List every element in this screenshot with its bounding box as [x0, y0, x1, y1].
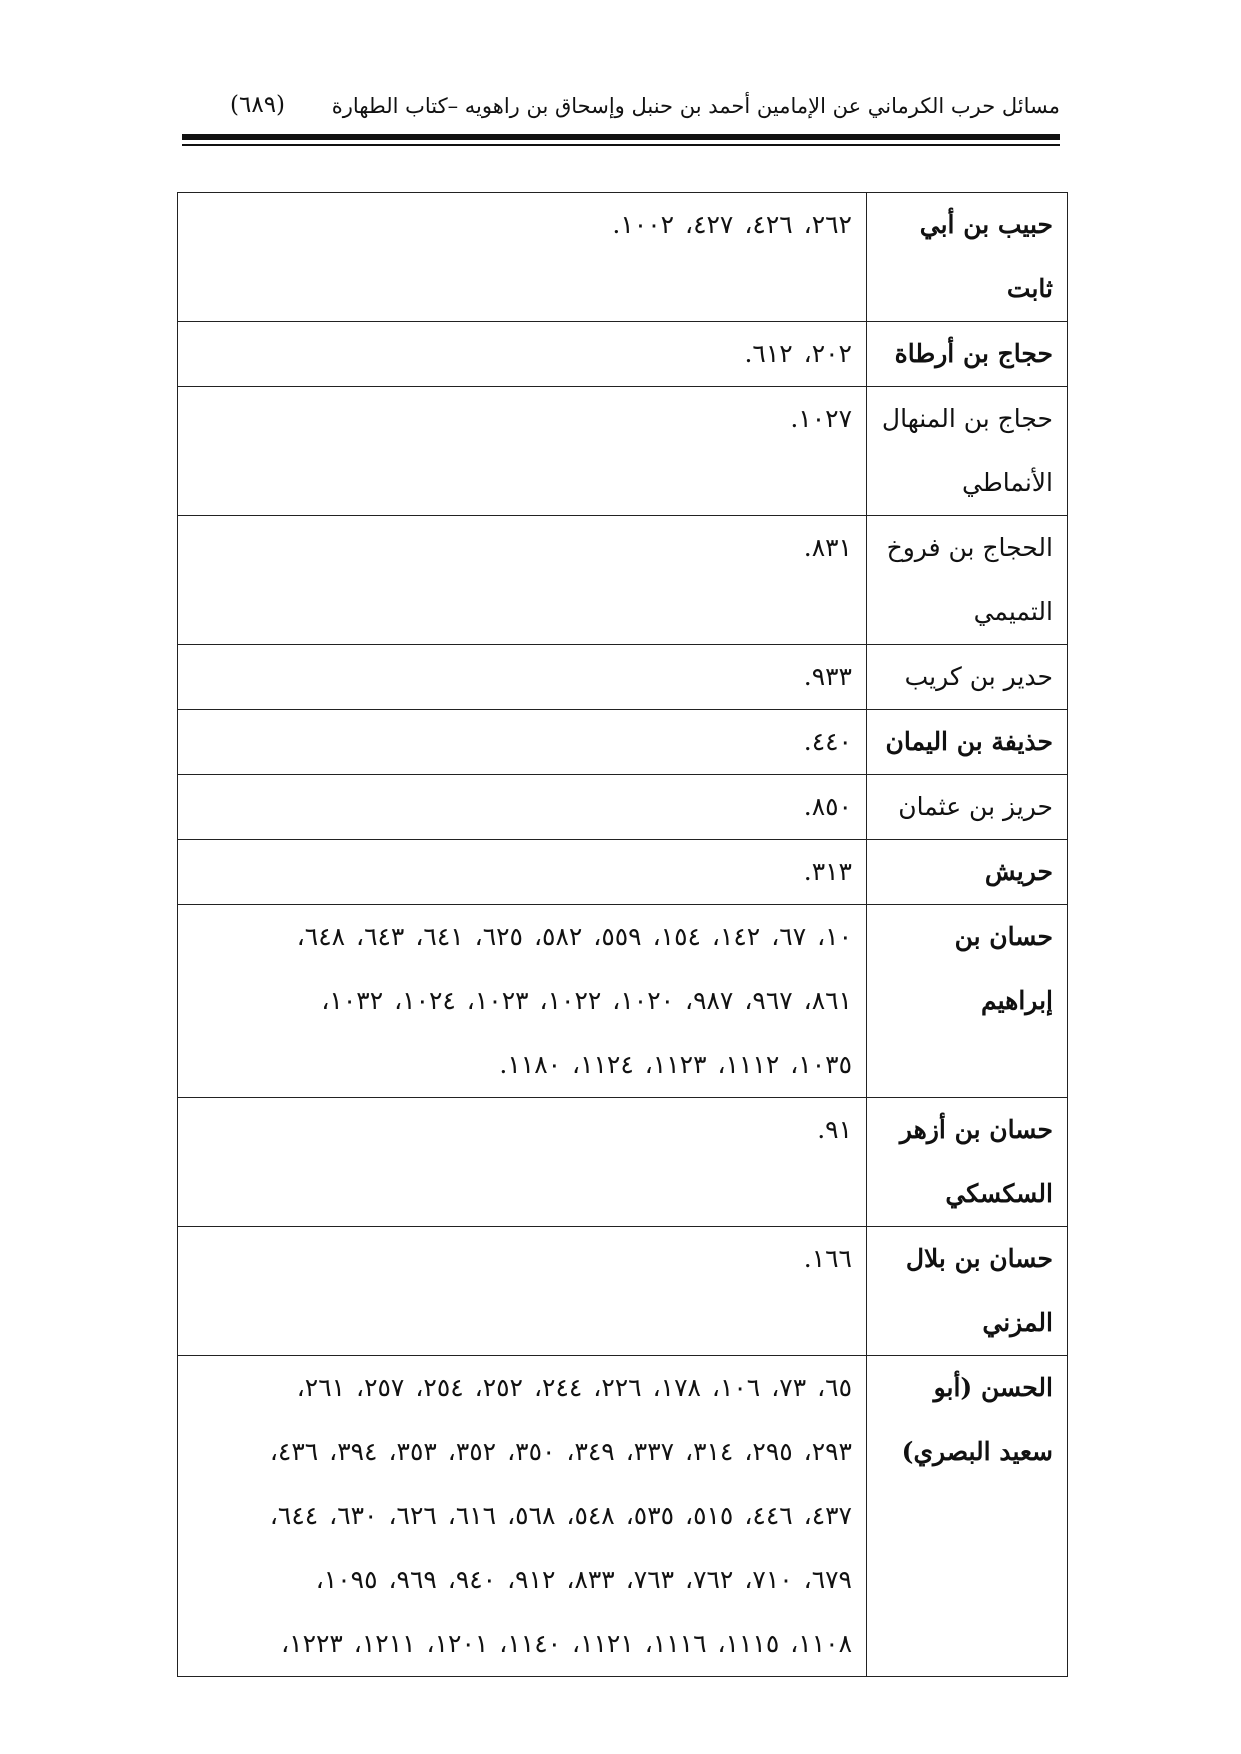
entry-references	[178, 516, 867, 645]
reference-line: ٢٦٢، ٤٢٦، ٤٢٧، ١٠٠٢.	[612, 210, 852, 239]
running-title: مسائل حرب الكرماني عن الإمامين أحمد بن حنبل وإسحاق بن راهويه –كتاب الطهارة	[331, 94, 1060, 118]
reference-line: ١٠٢٧.	[790, 404, 852, 433]
reference-line: ٤٣٧، ٤٤٦، ٥١٥، ٥٣٥، ٥٤٨، ٥٦٨، ٦١٦، ٦٢٦، ٦٣٠، ٦٤٤،	[269, 1501, 852, 1530]
entry-name: حسان بن بلال المزني	[867, 1227, 1068, 1356]
entry-name: الحجاج بن فروخ التميمي	[867, 516, 1068, 645]
reference-line: ١١٠٨، ١١١٥، ١١١٦، ١١٢١، ١١٤٠، ١٢٠١، ١٢١١، ١٢٢٣،	[281, 1629, 852, 1658]
entry-references	[178, 1098, 867, 1227]
header-rule-thin	[182, 144, 1060, 146]
entry-references	[178, 322, 867, 387]
reference-line: ١٠٣٥، ١١١٢، ١١٢٣، ١١٢٤، ١١٨٠.	[499, 1050, 852, 1079]
reference-line: ٨٦١، ٩٦٧، ٩٨٧، ١٠٢٠، ١٠٢٢، ١٠٢٣، ١٠٢٤، ١٠٣٢،	[321, 986, 852, 1015]
reference-line: ٣١٣.	[803, 857, 852, 886]
names-index-table	[177, 192, 1068, 1677]
entry-references	[178, 193, 867, 322]
reference-line: ١٦٦.	[803, 1244, 852, 1273]
entry-references	[178, 387, 867, 516]
reference-line: ٢٠٢، ٦١٢.	[744, 339, 852, 368]
reference-line: ٨٣١.	[803, 533, 852, 562]
entry-references	[178, 775, 867, 840]
reference-line: ٤٤٠.	[803, 727, 852, 756]
entry-references	[178, 1356, 867, 1677]
index-row	[178, 775, 1068, 840]
page-header	[182, 88, 1060, 138]
entry-name: حسان بن إبراهيم	[867, 905, 1068, 1098]
entry-name: الحسن (أبو سعيد البصري)	[867, 1356, 1068, 1677]
reference-line: ٩١.	[817, 1115, 852, 1144]
entry-name: حريش	[867, 840, 1068, 905]
reference-line: ٢٩٣، ٢٩٥، ٣١٤، ٣٣٧، ٣٤٩، ٣٥٠، ٣٥٢، ٣٥٣، ٣٩٤، ٤٣٦،	[269, 1437, 852, 1466]
page-number: (٦٨٩)	[230, 92, 286, 118]
index-row	[178, 840, 1068, 905]
index-row	[178, 710, 1068, 775]
index-row	[178, 1227, 1068, 1356]
index-row	[178, 516, 1068, 645]
entry-name: حسان بن أزهر السكسكي	[867, 1098, 1068, 1227]
header-rule-thick	[182, 134, 1060, 140]
entry-name: حدير بن كريب	[867, 645, 1068, 710]
reference-line: ١٠، ٦٧، ١٤٢، ١٥٤، ٥٥٩، ٥٨٢، ٦٢٥، ٦٤١، ٦٤٣، ٦٤٨،	[296, 922, 852, 951]
entry-name: حبيب بن أبي ثابت	[867, 193, 1068, 322]
reference-line: ٩٣٣.	[803, 662, 852, 691]
index-row	[178, 1356, 1068, 1677]
index-body	[178, 193, 1068, 1677]
entry-references	[178, 1227, 867, 1356]
entry-references	[178, 645, 867, 710]
entry-name: حريز بن عثمان	[867, 775, 1068, 840]
index-row	[178, 645, 1068, 710]
index-row	[178, 905, 1068, 1098]
entry-references	[178, 710, 867, 775]
entry-name: حجاج بن المنهال الأنماطي	[867, 387, 1068, 516]
entry-name: حجاج بن أرطاة	[867, 322, 1068, 387]
reference-line: ٦٥، ٧٣، ١٠٦، ١٧٨، ٢٢٦، ٢٤٤، ٢٥٢، ٢٥٤، ٢٥٧، ٢٦١،	[296, 1373, 852, 1402]
index-row	[178, 387, 1068, 516]
index-row	[178, 1098, 1068, 1227]
entry-name: حذيفة بن اليمان	[867, 710, 1068, 775]
index-row	[178, 322, 1068, 387]
entry-references	[178, 905, 867, 1098]
index-row	[178, 193, 1068, 322]
reference-line: ٨٥٠.	[803, 792, 852, 821]
entry-references	[178, 840, 867, 905]
reference-line: ٦٧٩، ٧١٠، ٧٦٢، ٧٦٣، ٨٣٣، ٩١٢، ٩٤٠، ٩٦٩، ١٠٩٥،	[315, 1565, 852, 1594]
